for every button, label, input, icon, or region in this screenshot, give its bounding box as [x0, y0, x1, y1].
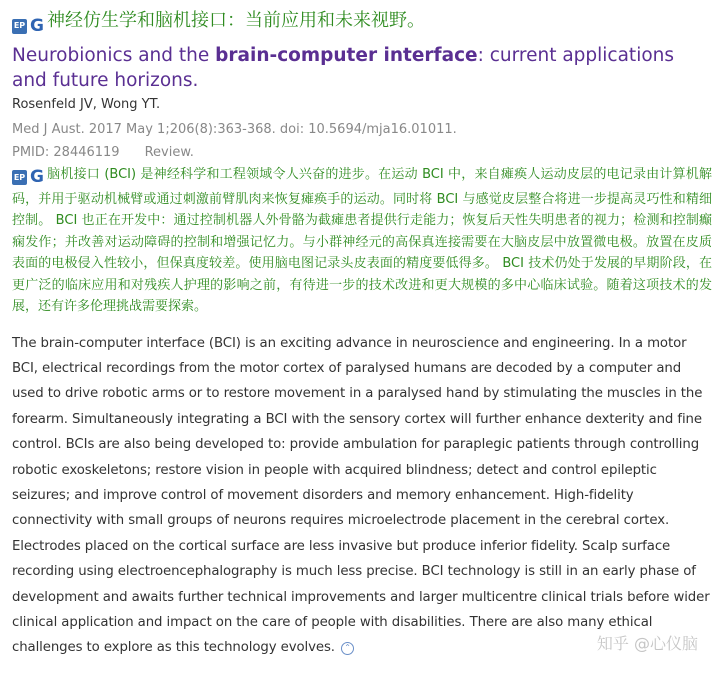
title-highlight: brain-computer interface — [215, 45, 478, 66]
authors: Rosenfeld JV, Wong YT. — [12, 97, 161, 112]
chinese-abstract-block — [12, 164, 712, 318]
english-abstract: The brain-computer interface (BCI) is an exciting advance in neuroscience and engineering. In a motor BCI, electrical recordings from the motor cortex of paralysed humans are decoded by a computer and used to drive robotic arms or to restore movement in a paralysed hand by stimulating the muscles in the forearm. Simultaneously integrating a BCI with the sensory cortex will further enhance dexterity and fine control. BCIs are also being developed to: provide ambulation for paraplegic patients through controlling robotic exoskeletons; restore vision in people with acquired blindness; detect and control epileptic seizures; and improve control of movement disorders and memory enhancement. High-fidelity connectivity with small groups of neurons requires microelectrode placement in the cerebral cortex. Electrodes placed on the cortical surface are less invasive but produce inferior fidelity. Scalp surface recording using electroencephalography is much less precise. BCI technology is still in an early phase of development and awaits further technical improvements and larger multicentre clinical trials before wider clinical application and impact on the care of people with disabilities. There are also many ethical challenges to explore as this technology evolves. — [12, 335, 710, 656]
pmid: PMID: 28446119 — [12, 145, 120, 160]
publication-type: Review. — [144, 145, 194, 160]
title-part-1: Neurobionics and the — [12, 45, 216, 66]
ep-translate-icon[interactable]: EP — [12, 19, 27, 34]
article-entry — [12, 8, 712, 661]
pmid-line — [12, 145, 712, 160]
chinese-abstract: 脑机接口 (BCI) 是神经科学和工程领域令人兴奋的进步。在运动 BCI 中，来自瘫痪人运动皮层的电记录由计算机解码，并用于驱动机械臂或通过刺激前臂肌肉来恢复瘫痪手的运动。同时将 BCI 与感觉皮层整合将进一步提高灵巧性和精细控制。 BCI 也正在开发中：通过控制机器人外骨骼为截瘫患者提供行走能力；恢复后天性失明患者的视力；检测和控制癫痫发作；并改善对运动障碍的控制和增强记忆力。与小群神经元的高保真连接需要在大脑皮层中放置微电极。放置在皮质表面的电极侵入性较小，但保真度较差。使用脑电图记录头皮表面的精度要低得多。 BCI 技术仍处于发展的早期阶段，在更广泛的临床应用和对残疾人护理的影响之前，有待进一步的技术改进和更大规模的多中心临床试验。随着这项技术的发展，还有许多伦理挑战需要探索。 — [12, 167, 712, 314]
collapse-chevron-icon[interactable]: ⌃ — [341, 642, 354, 655]
title-part-2: : current applications and future horizons. — [12, 45, 675, 91]
google-translate-icon[interactable]: G — [30, 16, 44, 36]
article-title-link[interactable] — [12, 43, 712, 93]
citation: Med J Aust. 2017 May 1;206(8):363-368. doi: 10.5694/mja16.01011. — [12, 122, 457, 137]
chinese-title-row — [12, 8, 712, 38]
english-abstract-block — [12, 331, 712, 661]
translate-icons — [12, 14, 44, 38]
ep-translate-icon[interactable]: EP — [12, 170, 27, 185]
abstract-translate-icons — [12, 167, 44, 189]
watermark: 知乎 @心仪脑 — [596, 634, 698, 653]
google-translate-icon[interactable]: G — [30, 167, 44, 187]
chinese-title: 神经仿生学和脑机接口：当前应用和未来视野。 — [46, 10, 425, 31]
